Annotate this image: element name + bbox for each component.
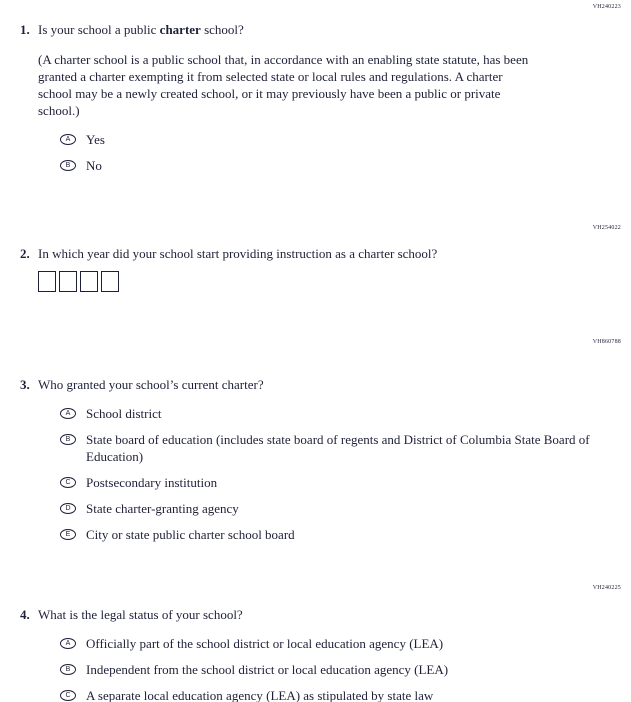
question-4-options xyxy=(38,635,615,702)
q4-option-part-of-lea[interactable] xyxy=(60,635,615,652)
question-1-number: 1. xyxy=(20,22,30,37)
question-4-text: What is the legal status of your school? xyxy=(38,607,243,622)
q3-option-4-label: State charter-granting agency xyxy=(86,501,239,516)
year-digit-box-4[interactable] xyxy=(101,271,119,292)
q4-option-2-label: Independent from the school district or local education agency (LEA) xyxy=(86,662,449,677)
question-1-text-prefix: Is your school a public xyxy=(38,22,160,37)
answer-bubble-icon[interactable]: B xyxy=(60,160,76,171)
answer-bubble-icon[interactable]: C xyxy=(60,477,76,488)
answer-bubble-icon[interactable]: C xyxy=(60,690,76,701)
q4-option-independent[interactable] xyxy=(60,661,615,678)
q3-option-school-district[interactable] xyxy=(60,405,615,422)
answer-bubble-icon[interactable]: A xyxy=(60,134,76,145)
q3-option-5-label: City or state public charter school board xyxy=(86,527,295,542)
q1-option-no-label: No xyxy=(86,158,102,173)
question-2-number: 2. xyxy=(20,246,30,261)
year-digit-box-2[interactable] xyxy=(59,271,77,292)
q1-option-no[interactable] xyxy=(60,157,615,174)
answer-bubble-icon[interactable]: D xyxy=(60,503,76,514)
q4-option-3-label: A separate local education agency (LEA) as stipulated by state law xyxy=(86,688,434,702)
item-code-3: VH860788 xyxy=(592,339,621,345)
question-4 xyxy=(20,606,615,702)
question-2-text: In which year did your school start providing instruction as a charter school? xyxy=(38,246,438,261)
q1-option-yes-label: Yes xyxy=(86,132,105,147)
q4-option-1-label: Officially part of the school district or local education agency (LEA) xyxy=(86,636,444,651)
q3-option-state-board[interactable] xyxy=(60,431,615,465)
question-1-description: (A charter school is a public school that, in accordance with an enabling state statute, has been granted a charter exempting it from selected state or local rules and regulations. A charter school may be a newly created school, or it may previously have been a public or private school.) xyxy=(38,52,529,118)
question-3-options xyxy=(38,405,615,543)
q3-option-postsecondary[interactable] xyxy=(60,474,615,491)
question-1-text-suffix: school? xyxy=(200,22,244,37)
q1-option-yes[interactable] xyxy=(60,131,615,148)
year-digit-box-1[interactable] xyxy=(38,271,56,292)
answer-bubble-icon[interactable]: A xyxy=(60,638,76,649)
question-4-number: 4. xyxy=(20,607,30,622)
q3-option-3-label: Postsecondary institution xyxy=(86,475,218,490)
question-1-options xyxy=(38,131,615,174)
answer-bubble-icon[interactable]: B xyxy=(60,434,76,445)
answer-bubble-icon[interactable]: B xyxy=(60,664,76,675)
item-code-2: VH254022 xyxy=(592,225,621,231)
year-digit-box-3[interactable] xyxy=(80,271,98,292)
question-1-text-bold: charter xyxy=(159,22,201,37)
item-code-1: VH240223 xyxy=(592,4,621,10)
answer-bubble-icon[interactable]: E xyxy=(60,529,76,540)
question-3-text: Who granted your school’s current charter? xyxy=(38,377,264,392)
q3-option-charter-agency[interactable] xyxy=(60,500,615,517)
q4-option-separate-lea[interactable] xyxy=(60,687,615,702)
q3-option-city-state-board[interactable] xyxy=(60,526,615,543)
item-code-4: VH240225 xyxy=(592,585,621,591)
year-entry-boxes xyxy=(38,271,615,292)
question-2 xyxy=(20,245,615,292)
q3-option-1-label: School district xyxy=(86,406,162,421)
question-1-text xyxy=(38,21,615,38)
question-3 xyxy=(20,376,615,552)
question-1 xyxy=(20,21,615,183)
question-3-number: 3. xyxy=(20,377,30,392)
answer-bubble-icon[interactable]: A xyxy=(60,408,76,419)
q3-option-2-label: State board of education (includes state board of regents and District of Columbia State Board of Education) xyxy=(86,432,590,464)
